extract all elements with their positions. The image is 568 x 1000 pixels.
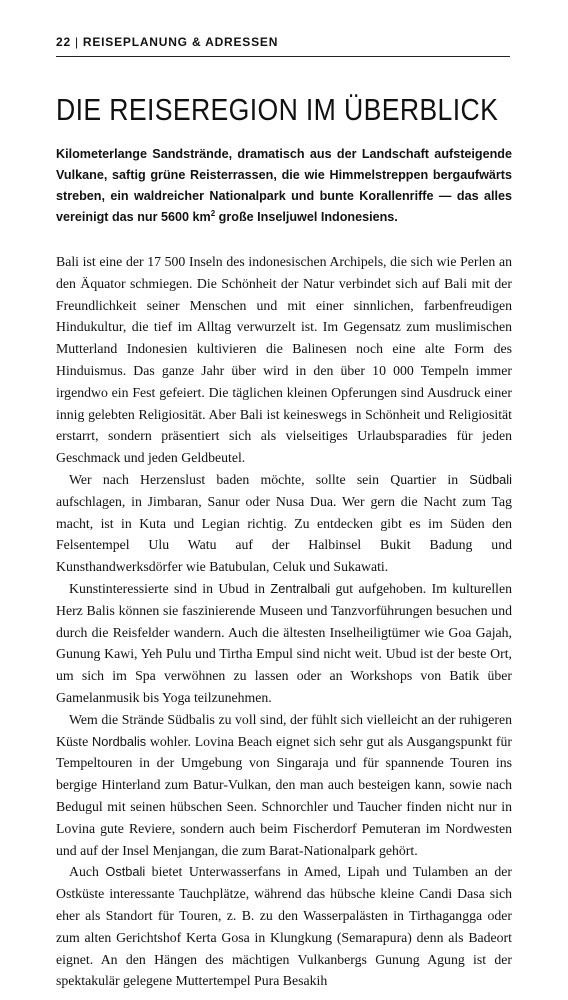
body-text-run: Bali ist eine der 17 500 Inseln des indonesischen Archipels, die sich wie Perlen an den Äquator schmiegen. Die Schönheit der Natur verbindet sich auf Bali mit der Freundlichkeit seiner Menschen und mit einer sinnlichen, farbenfreudigen Hindukultur, die tief im Alltag verwurzelt ist. Im Gegensatz zum muslimischen Mutterland Indonesien kultivieren die Balinesen noch eine alte Form des Hinduismus. Das ganze Jahr über wird in den über 10 000 Tempeln immer irgendwo ein Fest gefeiert. Die täglichen kleinen Opferungen sind Ausdruck einer innig gelebten Religiosität. Aber Bali ist keineswegs in Schönheit und Religiosität erstarrt, sondern präsentiert sich als vielseitiges Urlaubsparadies für jeden Geschmack und jeden Geldbeutel. [56,254,512,466]
body-paragraph [56,469,512,578]
section-name: REISEPLANUNG & ADRESSEN [82,35,279,49]
region-name: Ostbali [105,864,146,880]
region-name: Zentralbali [270,580,331,596]
lead-superscript: 2 [210,208,216,218]
body-text-run: Wem die Strände Südbalis zu voll sind, der fühlt sich vielleicht an der ruhigeren Küste [56,711,512,749]
body-paragraph [56,578,512,709]
body-text-run: Auch [69,864,106,880]
running-header [56,34,510,57]
lead-text-end: große Inseljuwel Indonesiens. [215,210,398,224]
body-paragraph [56,251,512,469]
body-text-run: Kunstinteressierte sind in Ubud in [69,580,271,596]
body-text [56,251,512,992]
header-separator: | [74,35,79,49]
body-text-run: Wer nach Herzenslust baden möchte, sollte sein Quartier in [69,471,470,487]
page-number: 22 [56,35,71,49]
lead-paragraph [56,144,512,228]
lead-text: Kilometerlange Sandstrände, dramatisch aus der Landschaft aufsteigende Vulkane, saftig grüne Reisterrassen, die wie Himmelstreppen bergaufwärts streben, ein waldreicher Nationalpark und bunte Korallenriffe — das alles vereinigt das nur 5600 km [56,147,512,224]
page-title: DIE REISEREGION IM ÜBERBLICK [56,92,499,127]
region-name: Südbali [469,471,512,487]
body-text-run: gut aufgehoben. Im kulturellen Herz Balis können sie faszinierende Museen und Tanzvorführungen besuchen und durch die Reisfelder wandern. Auch die ältesten Inselheiligtümer wie Goa Gajah, Gunung Kawi, Yeh Pulu und Tirtha Empul sind nicht weit. Ubud ist der beste Ort, um sich im Spa verwöhnen zu lassen oder an Workshops von Batik über Gamelanmusik bis Yoga teilzunehmen. [56,580,513,705]
body-paragraph [56,709,512,862]
body-text-run: bietet Unterwasserfans in Amed, Lipah und Tulamben an der Ostküste interessante Tauchplätze, während das hübsche kleine Candi Dasa sich eher als Standort für Touren, z. B. zu den Wasserpalästen in Tirthagangga oder zum alten Gerichtshof Kerta Gosa in Klungkung (Semarapura) denn als Badeort eignet. An den Hängen des mächtigen Vulkanbergs Gunung Agung ist der spektakulär gelegene Muttertempel Pura Besakih [56,864,512,989]
body-text-run: wohler. Lovina Beach eignet sich sehr gut als Ausgangspunkt für Tempeltouren in der Umgebung von Singaraja und für spannende Touren ins bergige Hinterland zum Batur-Vulkan, den man auch besteigen kann, sowie nach Bedugul mit seinen hübschen Seen. Schnorchler und Taucher finden nicht nur in Lovina gute Reviere, sondern auch beim Fischerdorf Pemuteran im Nordwesten und auf der Insel Menjangan, die zum Barat-Nationalpark gehört. [56,733,513,858]
body-text-run: aufschlagen, in Jimbaran, Sanur oder Nusa Dua. Wer gern die Nacht zum Tag macht, ist in Kuta und Legian richtig. Zu entdecken gibt es im Süden den Felsentempel Ulu Watu auf der Halbinsel Bukit Badung und Kunsthandwerksdörfer wie Batubulan, Celuk und Sukawati. [56,493,512,575]
region-name: Nordbalis [92,733,147,749]
body-paragraph [56,861,512,992]
